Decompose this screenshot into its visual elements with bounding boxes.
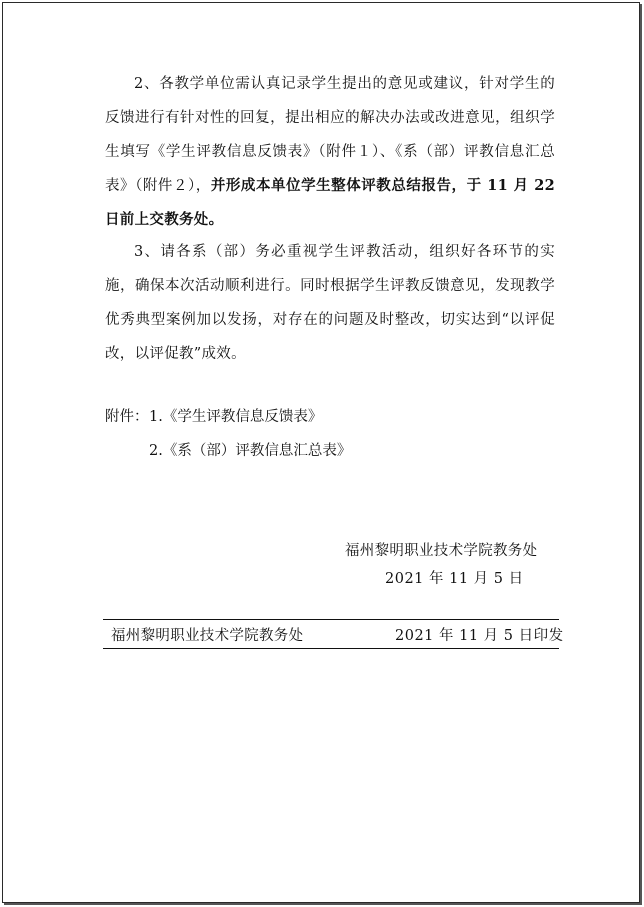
footer-organization: 福州黎明职业技术学院教务处 (111, 628, 304, 644)
paragraph-item-3: 3、请各系（部）务必重视学生评教活动，组织好各环节的实施，确保本次活动顺利进行。同时根据学生评教反馈意见，发现教学优秀典型案例加以发扬，对存在的问题及时整改，切实达到“以评促改，以评促教”成效。 (105, 244, 555, 362)
document-page (2, 2, 640, 903)
signature-organization: 福州黎明职业技术学院教务处 (345, 543, 538, 559)
signature-date: 2021 年 11 月 5 日 (385, 571, 524, 587)
attachment-item-1: 1.《学生评教信息反馈表》 (149, 409, 323, 425)
footer-top-rule (103, 619, 559, 620)
paragraph-bold-text: 并形成本单位学生整体评教总结报告，于 11 月 22 日前上交教务处。 (105, 177, 555, 228)
attachments-label: 附件： (105, 409, 149, 425)
footer-issue-date: 2021 年 11 月 5 日印发 (395, 628, 564, 644)
footer-bottom-rule (103, 648, 559, 649)
paragraph-text: 2、各教学单位需认真记录学生提出的意见或建议，针对学生的反馈进行有针对性的回复，提出相应的解决办法或改进意见，组织学生填写《学生评教信息反馈表》（附件１）、《系（部）评教信息汇总表》（附件２）， (105, 76, 555, 194)
attachment-item-2: 2.《系（部）评教信息汇总表》 (149, 443, 352, 459)
paragraph-item-2 (105, 67, 555, 237)
